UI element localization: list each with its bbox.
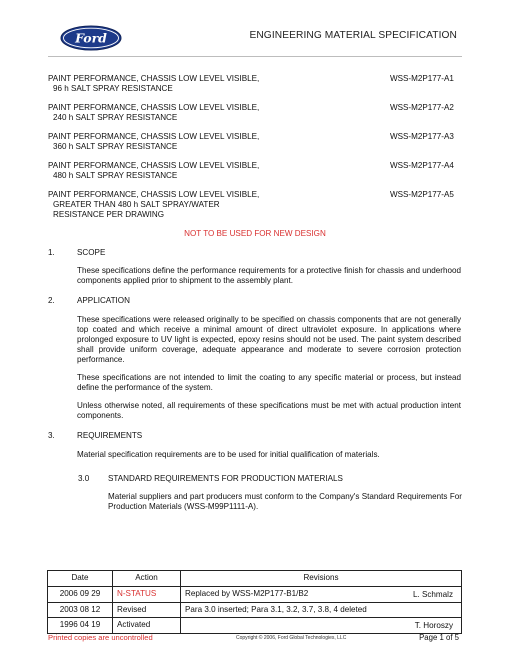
table-header-row [48,571,462,587]
revision-text: Para 3.0 inserted; Para 3.1, 3.2, 3.7, 3.8, 4 deleted [185,604,367,614]
subsection-text: Material suppliers and part producers must conform to the Company's Standard Requirements For Production Materials (WSS-M99P1111-A). [108,492,462,512]
column-header-date: Date [48,571,113,587]
document-title: ENGINEERING MATERIAL SPECIFICATION [249,30,457,41]
spec-code: WSS-M2P177-A5 [390,190,454,199]
revision-description [181,618,462,634]
uncontrolled-copy-note: Printed copies are uncontrolled [48,633,153,642]
revision-description [181,602,462,618]
requirements-text: Material specification requirements are to be used for initial qualification of materials. [77,450,380,459]
spec-code: WSS-M2P177-A2 [390,103,454,112]
section-heading-application: APPLICATION [77,296,130,305]
header-divider [48,56,462,57]
spec-title: PAINT PERFORMANCE, CHASSIS LOW LEVEL VISIBLE, 360 h SALT SPRAY RESISTANCE [48,132,260,152]
ford-logo [60,25,122,51]
application-paragraph: These specifications are not intended to limit the coating to any specific material or process, but instead define the performance of the system. [77,373,461,393]
page-footer [48,633,462,645]
spec-code: WSS-M2P177-A1 [390,74,454,83]
section-heading-scope: SCOPE [77,248,106,257]
page-number: Page 1 of 5 [419,633,459,642]
revision-date: 1996 04 19 [48,618,113,634]
revision-text: Replaced by WSS-M2P177-B1/B2 [185,589,309,599]
page-header [48,24,462,56]
spec-title: PAINT PERFORMANCE, CHASSIS LOW LEVEL VISIBLE, 240 h SALT SPRAY RESISTANCE [48,103,260,123]
table-row [48,618,462,634]
spec-code: WSS-M2P177-A4 [390,161,454,170]
subsection-number: 3.0 [78,474,90,483]
revision-description [181,587,462,603]
application-paragraph: These specifications were released originally to be specified on chassis components that are not generally top coated and which receive a minimal amount of direct ultraviolet exposure. In applications where prolonged exposure to UV light is expected, epoxy resins should not be used. The paint system described shall provide uniform coverage, adequate appearance and moderate to severe corrosion protection performance. [77,315,461,365]
logo-text: Ford [75,30,107,46]
subsection-heading: STANDARD REQUIREMENTS FOR PRODUCTION MATERIALS [108,474,343,483]
revision-date: 2006 09 29 [48,587,113,603]
revision-author: L. Schmalz [412,590,453,599]
column-header-revisions: Revisions [181,571,462,587]
design-notice: NOT TO BE USED FOR NEW DESIGN [184,229,326,238]
application-paragraph: Unless otherwise noted, all requirements of these specifications must be met with actual production intent components. [77,401,461,421]
spec-title: PAINT PERFORMANCE, CHASSIS LOW LEVEL VISIBLE, GREATER THAN 480 h SALT SPRAY/WATER RESISTANCE PER DRAWING [48,190,260,220]
section-number: 2. [48,296,55,305]
revisions-table [47,570,462,634]
revision-author: T. Horoszy [414,621,453,630]
column-header-action: Action [113,571,181,587]
spec-title: PAINT PERFORMANCE, CHASSIS LOW LEVEL VISIBLE, 96 h SALT SPRAY RESISTANCE [48,74,260,94]
table-row [48,602,462,618]
spec-code: WSS-M2P177-A3 [390,132,454,141]
revision-date: 2003 08 12 [48,602,113,618]
revision-action: Activated [113,618,181,634]
revision-action: Revised [113,602,181,618]
scope-text: These specifications define the performance requirements for a protective finish for chassis and underhood components applied prior to shipment to the assembly plant. [77,266,461,286]
table-row [48,587,462,603]
copyright-text: Copyright © 2006, Ford Global Technologies, LLC [236,635,347,641]
section-number: 3. [48,431,55,440]
section-heading-requirements: REQUIREMENTS [77,431,143,440]
revision-action: N-STATUS [113,587,181,603]
spec-title: PAINT PERFORMANCE, CHASSIS LOW LEVEL VISIBLE, 480 h SALT SPRAY RESISTANCE [48,161,260,181]
section-number: 1. [48,248,55,257]
